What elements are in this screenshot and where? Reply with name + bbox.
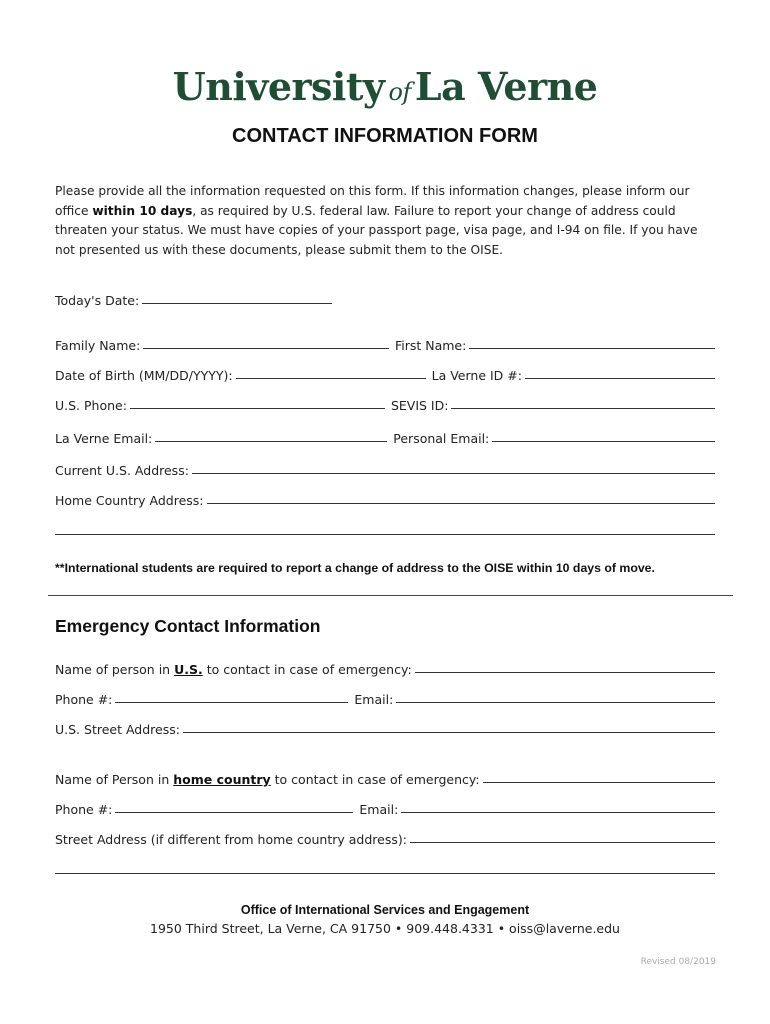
home-contact-name-field[interactable] <box>483 782 715 783</box>
home-contact-phone-field[interactable] <box>115 812 353 813</box>
footer-office-name: Office of International Services and Engagement <box>240 903 530 917</box>
us-street-row <box>55 717 715 737</box>
home-address-row-2 <box>55 519 715 539</box>
intro-paragraph <box>55 182 720 260</box>
name-row <box>55 333 715 353</box>
home-contact-bold: home country <box>173 772 271 787</box>
us-contact-phone-label: Phone #: <box>55 692 113 707</box>
logo-text-laverne: La Verne <box>414 64 598 109</box>
street-address-row <box>55 827 715 847</box>
us-contact-post: to contact in case of emergency: <box>202 662 412 677</box>
us-contact-email-label: Email: <box>354 692 394 707</box>
laverne-email-field[interactable] <box>155 441 387 442</box>
todays-date-row <box>55 288 332 308</box>
family-name-label: Family Name: <box>55 338 141 353</box>
logo-text-university: University <box>172 64 385 109</box>
dob-field[interactable] <box>236 378 426 379</box>
us-contact-bold: U.S. <box>174 662 203 677</box>
current-address-field[interactable] <box>192 473 715 474</box>
first-name-field[interactable] <box>469 348 715 349</box>
home-contact-name-row <box>55 767 715 787</box>
sevis-id-label: SEVIS ID: <box>390 398 449 413</box>
intro-bold: within 10 days <box>92 203 193 218</box>
dob-label: Date of Birth (MM/DD/YYYY): <box>55 368 233 383</box>
current-address-row <box>55 458 715 478</box>
street-address-row-2 <box>55 858 715 878</box>
us-phone-field[interactable] <box>130 408 385 409</box>
us-contact-name-row <box>55 657 715 677</box>
home-contact-name-label <box>55 772 483 787</box>
home-address-field[interactable] <box>207 503 715 504</box>
us-contact-name-field[interactable] <box>415 672 715 673</box>
home-contact-post: to contact in case of emergency: <box>270 772 480 787</box>
us-contact-name-label <box>55 662 415 677</box>
first-name-label: First Name: <box>394 338 467 353</box>
intro-text-2: , as required by U.S. federal law. Failure to report your change of address could threaten your status. We must have copies of your passport page, visa page, and I-94 on file. If you have not presented us with these documents, please submit them to the OISE. <box>55 203 698 257</box>
street-address-field[interactable] <box>410 842 715 843</box>
footer-address: 1950 Third Street, La Verne, CA 91750 • 909.448.4331 • oiss@laverne.edu <box>150 921 620 936</box>
family-name-field[interactable] <box>143 348 389 349</box>
phone-row <box>55 393 715 413</box>
home-contact-email-label: Email: <box>359 802 399 817</box>
home-contact-phone-row <box>55 797 715 817</box>
us-street-field[interactable] <box>183 732 715 733</box>
logo-text-of: of <box>388 78 411 106</box>
home-address-field-2[interactable] <box>55 534 715 535</box>
section-divider <box>48 595 733 596</box>
laverne-id-field[interactable] <box>525 378 715 379</box>
us-contact-phone-row <box>55 687 715 707</box>
intro-text-1: Please provide all the information requested on this form. If this information changes, please inform our office <box>55 184 690 218</box>
home-contact-pre: Name of Person in <box>55 772 174 787</box>
us-contact-phone-field[interactable] <box>115 702 348 703</box>
dob-row <box>55 363 715 383</box>
current-address-label: Current U.S. Address: <box>55 463 189 478</box>
laverne-email-label: La Verne Email: <box>55 431 153 446</box>
university-logo <box>0 64 770 109</box>
home-address-label: Home Country Address: <box>55 493 204 508</box>
international-note: **International students are required to report a change of address to the OISE within 10 days of move. <box>55 561 655 575</box>
home-contact-email-field[interactable] <box>401 812 715 813</box>
emergency-section-title: Emergency Contact Information <box>55 616 321 636</box>
us-street-label: U.S. Street Address: <box>55 722 180 737</box>
us-contact-pre: Name of person in <box>55 662 175 677</box>
street-address-label: Street Address (if different from home country address): <box>55 832 407 847</box>
todays-date-label: Today's Date: <box>55 293 140 308</box>
revised-date: Revised 08/2019 <box>640 957 716 967</box>
form-title: CONTACT INFORMATION FORM <box>232 125 538 147</box>
home-contact-phone-label: Phone #: <box>55 802 113 817</box>
us-phone-label: U.S. Phone: <box>55 398 127 413</box>
email-row <box>55 426 715 446</box>
us-contact-email-field[interactable] <box>396 702 715 703</box>
personal-email-field[interactable] <box>492 441 715 442</box>
sevis-id-field[interactable] <box>451 408 715 409</box>
home-address-row <box>55 488 715 508</box>
todays-date-field[interactable] <box>142 303 332 304</box>
personal-email-label: Personal Email: <box>393 431 490 446</box>
laverne-id-label: La Verne ID #: <box>431 368 522 383</box>
street-address-field-2[interactable] <box>55 873 715 874</box>
